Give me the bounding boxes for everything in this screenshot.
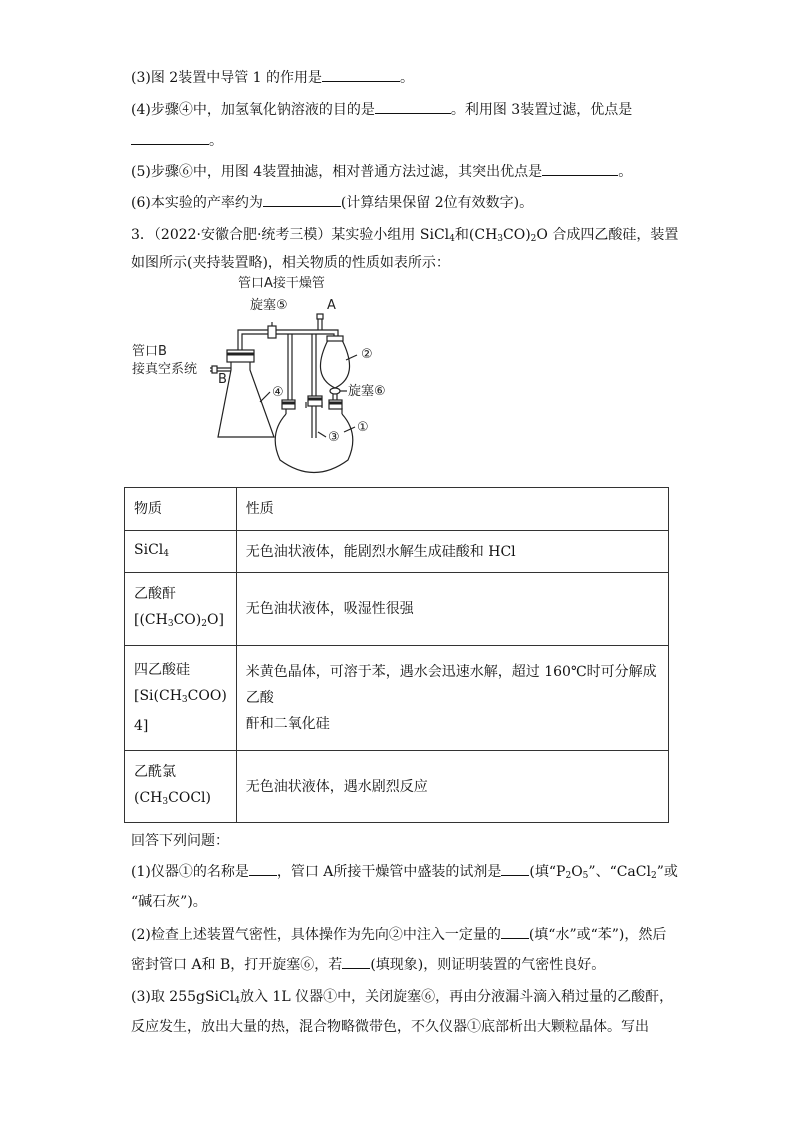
tube-left-down (288, 334, 292, 400)
question-3: (3)取 255gSiCl$_4$放入 1L 仪器①中，关闭旋塞⑥，再由分液漏斗滴入稍过量的乙酸酐， (131, 989, 674, 1006)
table-header-cell: 性质 (236, 488, 668, 531)
tube-to-valve-5 (238, 330, 271, 350)
stopper-flask-4 (227, 350, 254, 362)
label-port-a-drying-tube: 管口A接干燥管 (238, 276, 325, 291)
label-b: B (218, 372, 227, 387)
answer-blank[interactable] (375, 100, 451, 114)
answer-blank[interactable] (542, 162, 618, 176)
substance-name: 四乙酸硅 [$Si(CH_3COO)$ 4] (125, 646, 237, 751)
answer-blank[interactable] (263, 193, 341, 207)
top-tube (276, 330, 338, 336)
label-tube-3: ③ (328, 430, 340, 445)
label-flask-4: ④ (272, 385, 284, 400)
answer-blank[interactable] (131, 131, 209, 145)
answer-blank[interactable] (501, 862, 529, 876)
question-5-prev: (5)步骤⑥中，用图 4装置抽滤，相对普通方法过滤，其突出优点是 。 (131, 164, 633, 180)
table-header-cell: 物质 (125, 488, 237, 531)
answer-blank[interactable] (342, 955, 370, 969)
label-port-a: A (327, 298, 336, 313)
label-flask-1: ① (357, 420, 369, 435)
question-1: (1)仪器①的名称是 ，管口 A所接干燥管中盛装的试剂是 (填“$P_2O_5$”、“CaCl$_2$”或 (131, 864, 678, 881)
problem-3-intro-cont: 如图所示(夹持装置略)，相关物质的性质如表所示： (131, 255, 450, 271)
label-valve-6: 旋塞⑥ (348, 384, 386, 399)
port-b-valve (212, 366, 217, 373)
table-row (125, 531, 669, 573)
properties-table (124, 487, 669, 823)
table-row (125, 646, 669, 751)
question-4-prev-cont: 。 (131, 131, 223, 150)
substance-name: 乙酰氯 $(CH_3COCl)$ (125, 751, 237, 823)
question-4-prev: (4)步骤④中，加氢氧化钠溶液的目的是 。利用图 3装置过滤，优点是 (131, 102, 633, 118)
label-valve-5: 旋塞⑤ (250, 298, 288, 313)
question-2-cont: 密封管口 A和 B，打开旋塞⑥，若 (填现象)，则证明装置的气密性良好。 (131, 957, 606, 973)
question-6-prev: (6)本实验的产率约为 (计算结果保留 2位有效数字)。 (131, 195, 534, 211)
apparatus-diagram (128, 270, 418, 482)
substance-property: 无色油状液体，能剧烈水解生成硅酸和 HCl (236, 531, 668, 573)
label-vacuum-system: 接真空系统 (132, 362, 198, 377)
label-funnel-2: ② (361, 347, 373, 362)
substance-name: 乙酸酐 $[(CH_3CO)_2O]$ (125, 573, 237, 646)
answer-blank[interactable] (501, 925, 529, 939)
valve-5[interactable] (268, 326, 276, 338)
label-port-b: 管口B (132, 344, 167, 359)
answer-prompt: 回答下列问题： (131, 833, 229, 849)
port-a-tube (318, 318, 322, 330)
substance-property: 无色油状液体，遇水剧烈反应 (236, 751, 668, 823)
substance-name: SiCl$_4$ (125, 531, 237, 573)
substance-property: 无色油状液体，吸湿性很强 (236, 573, 668, 646)
problem-3-intro: 3．（2022·安徽合肥·统考三模）某实验小组用 SiCl$_4$和$(CH_3CO)_2O$ 合成四乙酸硅，装置 (131, 227, 679, 244)
substance-property: 米黄色晶体，可溶于苯，遇水会迅速水解，超过 160℃时可分解成乙酸 酐和二氧化硅 (236, 646, 668, 751)
question-2: (2)检查上述装置气密性，具体操作为先向②中注入一定量的 (填“水”或“苯”)，然后 (131, 927, 667, 943)
answer-blank[interactable] (322, 68, 400, 82)
valve-6[interactable] (330, 388, 340, 394)
question-3-prev: (3)图 2装置中导管 1 的作用是 。 (131, 70, 414, 86)
table-header-row (125, 488, 669, 531)
separatory-funnel-2 (320, 340, 349, 388)
answer-blank[interactable] (249, 862, 277, 876)
round-bottom-flask-1 (275, 414, 353, 473)
table-row (125, 751, 669, 823)
table-row (125, 573, 669, 646)
question-3-cont: 反应发生，放出大量的热，混合物略微带色，不久仪器①底部析出大颗粒晶体。写出 (131, 1019, 649, 1035)
question-1-cont: “碱石灰”)。 (131, 894, 207, 910)
tube-3 (312, 334, 316, 438)
